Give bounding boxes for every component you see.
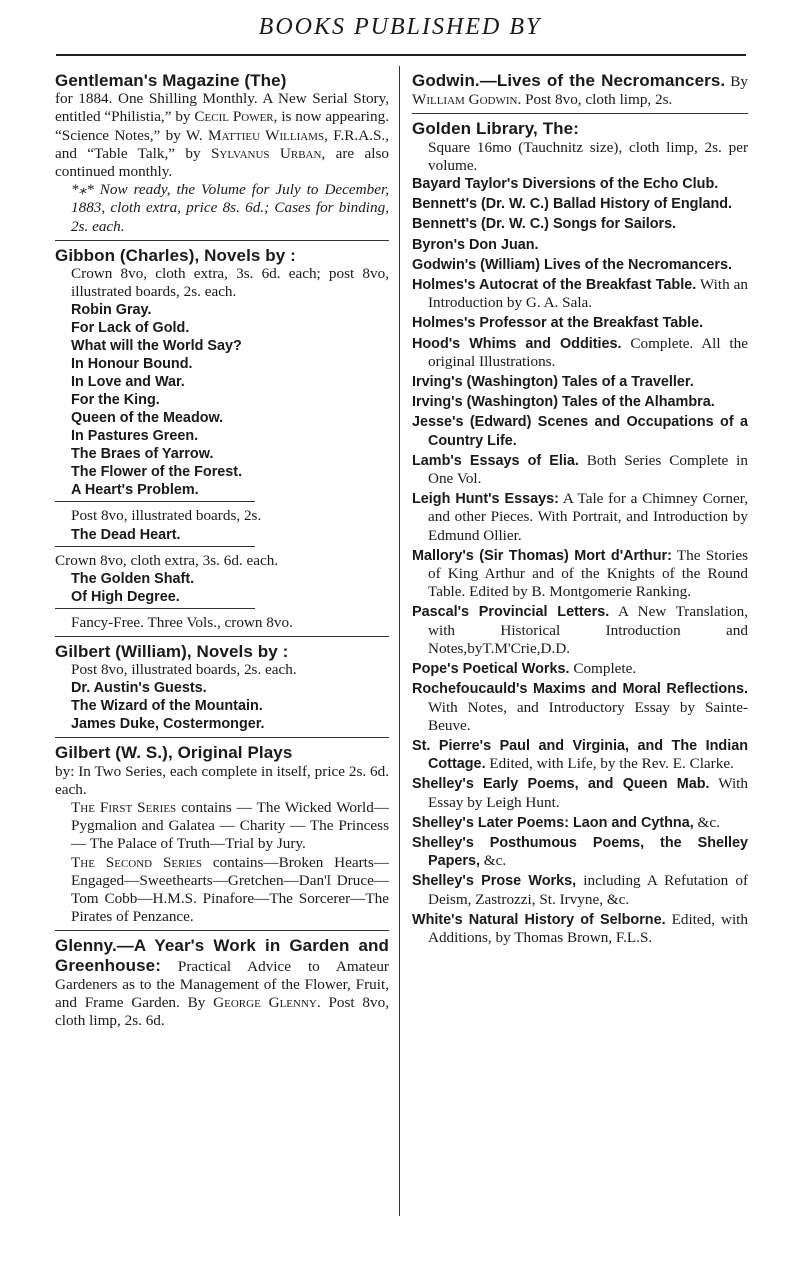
desc-text: , are also continued monthly. xyxy=(55,144,390,181)
book-title: Leigh Hunt's Essays: xyxy=(412,491,559,508)
entry-heading: Godwin.—Lives of the Necromancers. xyxy=(412,71,726,90)
entry-heading: Gilbert (William), Novels by : xyxy=(55,642,289,662)
book-title: A Heart's Problem. xyxy=(71,482,199,499)
book-title: Mallory's (Sir Thomas) Mort d'Arthur: xyxy=(412,547,672,564)
series-label: The Second Series xyxy=(71,853,202,871)
title-list xyxy=(55,301,389,499)
entry-description: Post 8vo, illustrated boards, 2s. each. xyxy=(71,661,297,679)
book-title: Irving's (Washington) Tales of the Alhambra. xyxy=(412,394,715,411)
book-description: &c. xyxy=(693,813,720,831)
book-description: A New Translation, with Historical Introduction and Notes,byT.M'Crie,D.D. xyxy=(428,603,748,657)
series-label: The First Series xyxy=(71,799,177,817)
library-item xyxy=(412,413,748,449)
header-rule xyxy=(56,54,746,56)
short-rule xyxy=(55,546,255,547)
desc-text: , F.R.A.S., and “Table Talk,” by xyxy=(55,126,389,162)
entry-golden-library xyxy=(412,120,748,947)
book-title: White's Natural History of Selborne. xyxy=(412,911,666,928)
entry-description: Post 8vo, illustrated boards, 2s. xyxy=(71,507,262,525)
book-title: Holmes's Professor at the Breakfast Table. xyxy=(412,315,704,332)
entry-rule xyxy=(55,737,389,738)
entry-description xyxy=(55,937,389,1030)
entry-gilbert-ws xyxy=(55,744,389,926)
desc-text: contains — The Wicked World—Pygmalion and Galatea — Charity — The Princess — The Palace of Truth—Trial by Jury. xyxy=(71,799,389,853)
book-title: Lamb's Essays of Elia. xyxy=(412,452,579,469)
book-title: Bayard Taylor's Diversions of the Echo Club. xyxy=(412,176,719,193)
desc-text: . Post 8vo, cloth limp, 2s. 6d. xyxy=(55,994,390,1030)
book-title: In Pastures Green. xyxy=(71,428,199,445)
book-title: Of High Degree. xyxy=(71,588,180,605)
book-title: Robin Gray. xyxy=(71,302,152,319)
library-item xyxy=(412,175,748,193)
desc-text: , is now appearing. “Science Notes,” by W. xyxy=(55,108,389,144)
book-description: With Essay by Leigh Hunt. xyxy=(428,775,748,811)
library-list xyxy=(412,175,748,947)
book-title: Hood's Whims and Oddities. xyxy=(412,335,622,352)
book-title: Dr. Austin's Guests. xyxy=(71,680,207,697)
book-title: Rochefoucauld's Maxims and Moral Reflections. xyxy=(412,681,748,698)
entry-description: Square 16mo (Tauchnitz size), cloth limp, 2s. per volume. xyxy=(428,138,748,174)
book-title: The Wizard of the Mountain. xyxy=(71,698,263,715)
entry-description xyxy=(55,854,389,927)
library-item xyxy=(412,911,748,947)
entry-rule xyxy=(55,240,389,241)
book-title: For Lack of Gold. xyxy=(71,320,190,337)
short-rule xyxy=(55,501,255,502)
library-item xyxy=(412,814,748,832)
note-text: Now ready, the Volume for July to December, 1883, cloth extra, price 8s. 6d.; Cases for binding, 2s. each. xyxy=(71,181,389,235)
right-column xyxy=(412,72,748,949)
book-description: Complete. xyxy=(569,660,637,678)
library-item xyxy=(412,603,748,658)
book-title: What will the World Say? xyxy=(71,338,242,355)
desc-text: Practical Advice to Amateur Gardeners as to the Management of the Flower, Fruit, and Frame Garden. By xyxy=(55,957,389,1012)
library-item xyxy=(412,490,748,545)
book-title: Bennett's (Dr. W. C.) Ballad History of England. xyxy=(412,196,733,213)
entry-description: Crown 8vo, cloth extra, 3s. 6d. each. xyxy=(55,551,279,569)
entry-godwin xyxy=(412,72,748,109)
book-title: In Love and War. xyxy=(71,374,185,391)
entry-heading: Gibbon (Charles), Novels by : xyxy=(55,245,296,265)
entry-rule xyxy=(55,930,389,931)
entry-glenny xyxy=(55,937,389,1030)
entry-description xyxy=(55,90,389,181)
entry-heading: Glenny.—A Year's Work in Garden and Greenhouse: xyxy=(55,936,389,975)
library-item xyxy=(412,256,748,274)
library-item xyxy=(412,393,748,411)
book-title: Irving's (Washington) Tales of a Traveller. xyxy=(412,374,694,391)
book-description: Edited, with Additions, by Thomas Brown, F.L.S. xyxy=(428,910,748,946)
book-title: Holmes's Autocrat of the Breakfast Table. xyxy=(412,277,697,294)
column-divider xyxy=(399,66,400,1216)
entry-gibbon xyxy=(55,247,389,632)
entry-heading: Gilbert (W. S.), Original Plays xyxy=(55,743,293,763)
entry-rule xyxy=(412,113,748,114)
book-description: Both Series Complete in One Vol. xyxy=(428,451,748,488)
book-title: Pascal's Provincial Letters. xyxy=(412,604,610,621)
book-description: With an Introduction by G. A. Sala. xyxy=(428,276,748,312)
entry-gentlemans-magazine xyxy=(55,72,389,236)
entry-description xyxy=(55,799,389,854)
library-item xyxy=(412,373,748,391)
library-item xyxy=(412,215,748,233)
author-name: Sylvanus Urban xyxy=(210,144,322,162)
desc-text: contains—Broken Hearts—Engaged—Sweethearts—Gretchen—Dan'l Druce—Tom Cobb—H.M.S. Pinafore—The Sorcerer—The Pirates of Penzance. xyxy=(71,853,389,926)
book-title: Shelley's Posthumous Poems, the Shelley Papers, xyxy=(412,834,748,870)
library-item xyxy=(412,834,748,870)
book-title: Queen of the Meadow. xyxy=(71,410,224,427)
library-item xyxy=(412,547,748,602)
asterism: *⁎* xyxy=(71,181,94,199)
book-description: &c. xyxy=(480,852,507,870)
author-name: Cecil Power xyxy=(194,108,274,126)
desc-text: for 1884. One Shilling Monthly. A New Serial Story, entitled “Philistia,” by xyxy=(55,90,389,126)
title-list xyxy=(55,526,389,544)
author-name: Mattieu Williams xyxy=(208,126,325,144)
entry-description: Crown 8vo, cloth extra, 3s. 6d. each; post 8vo, illustrated boards, 2s. each. xyxy=(71,265,389,301)
title-list xyxy=(55,570,389,606)
book-description: The Stories of King Arthur and of the Knights of the Round Table. Edited by B. Montgomerie Ranking. xyxy=(428,546,748,601)
library-item xyxy=(412,452,748,488)
library-item xyxy=(412,314,748,332)
entry-note xyxy=(55,181,389,236)
entry-heading: Golden Library, The: xyxy=(412,119,579,139)
book-title: St. Pierre's Paul and Virginia, and The Indian Cottage. xyxy=(412,737,748,773)
short-rule xyxy=(55,608,255,609)
entry-description: Fancy-Free. Three Vols., crown 8vo. xyxy=(71,613,293,631)
desc-text: By xyxy=(725,73,748,90)
book-description: Edited, with Life, by the Rev. E. Clarke. xyxy=(485,755,734,773)
book-title: Byron's Don Juan. xyxy=(412,236,539,253)
book-title: Godwin's (William) Lives of the Necromancers. xyxy=(412,256,732,273)
library-item xyxy=(412,660,748,678)
library-item xyxy=(412,680,748,735)
title-list xyxy=(55,679,389,733)
book-title: James Duke, Costermonger. xyxy=(71,716,265,733)
running-head: BOOKS PUBLISHED BY xyxy=(258,14,542,40)
book-title: The Dead Heart. xyxy=(71,526,181,543)
entry-heading: Gentleman's Magazine (The) xyxy=(55,71,287,90)
book-title: Shelley's Prose Works, xyxy=(412,873,577,890)
desc-text: . Post 8vo, cloth limp, 2s. xyxy=(517,91,673,109)
library-item xyxy=(412,276,748,312)
library-item xyxy=(412,737,748,773)
author-name: William Godwin xyxy=(412,91,518,109)
book-description: Complete. All the original Illustrations. xyxy=(428,334,748,370)
entry-gilbert-william xyxy=(55,643,389,733)
entry-rule xyxy=(55,636,389,637)
book-title: For the King. xyxy=(71,392,160,409)
book-title: Bennett's (Dr. W. C.) Songs for Sailors. xyxy=(412,216,677,233)
entry-description xyxy=(412,72,748,109)
book-title: The Golden Shaft. xyxy=(71,570,195,587)
book-title: Shelley's Early Poems, and Queen Mab. xyxy=(412,776,710,793)
left-column xyxy=(55,72,389,1031)
entry-description: by: In Two Series, each complete in itself, price 2s. 6d. each. xyxy=(55,762,389,798)
library-item xyxy=(412,195,748,213)
book-title: Shelley's Later Poems: Laon and Cythna, xyxy=(412,814,694,831)
library-item xyxy=(412,335,748,371)
book-description: With Notes, and Introductory Essay by Sainte-Beuve. xyxy=(428,698,748,734)
book-title: In Honour Bound. xyxy=(71,356,193,373)
author-name: George Glenny xyxy=(213,994,317,1012)
book-description: A Tale for a Chimney Corner, and other Pieces. With Portrait, and Introduction by Edmund Ollier. xyxy=(428,490,748,544)
library-item xyxy=(412,775,748,811)
book-title: Pope's Poetical Works. xyxy=(412,661,570,678)
book-description: including A Refutation of Deism, Zastrozzi, St. Irvyne, &c. xyxy=(428,872,749,908)
library-item xyxy=(412,872,748,908)
book-title: The Braes of Yarrow. xyxy=(71,446,214,463)
library-item xyxy=(412,236,748,254)
book-title: Jesse's (Edward) Scenes and Occupations of a Country Life. xyxy=(412,414,748,449)
book-title: The Flower of the Forest. xyxy=(71,464,243,481)
